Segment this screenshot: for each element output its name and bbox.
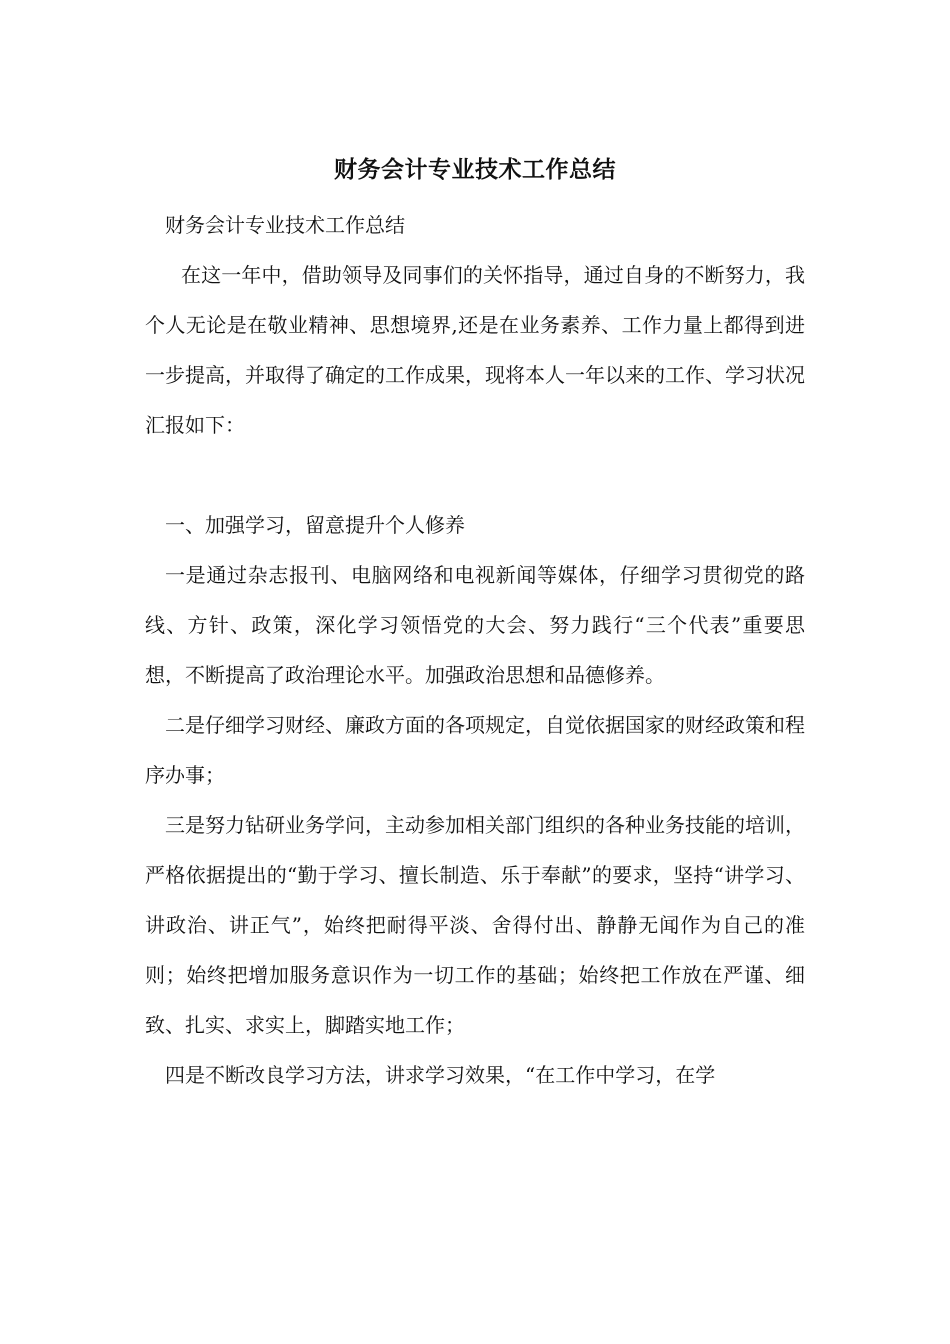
document-title: 财务会计专业技术工作总结	[334, 156, 616, 183]
intro-paragraph: 在这一年中，借助领导及同事们的关怀指导，通过自身的不断努力，我个人无论是在敬业精神、思想境界,还是在业务素养、工作力量上都得到进一步提高，并取得了确定的工作成果，现将本人一年以来的工作、学习状况汇报如下：	[145, 263, 805, 437]
paragraph-spacer	[145, 450, 805, 500]
item-paragraph-3: 三是努力钻研业务学问，主动参加相关部门组织的各种业务技能的培训，严格依据提出的“勤于学习、擅长制造、乐于奉献”的要求，坚持“讲学习、讲政治、讲正气”，始终把耐得平淡、舍得付出、静静无闻作为自己的准则；始终把增加服务意识作为一切工作的基础；始终把工作放在严谨、细致、扎实、求实上，脚踏实地工作；	[145, 813, 805, 1037]
section-heading: 一、加强学习，留意提升个人修养	[165, 513, 465, 537]
item-paragraph-4: 四是不断改良学习方法，讲求学习效果，“在工作中学习，在学	[165, 1063, 716, 1087]
item-paragraph-2: 二是仔细学习财经、廉政方面的各项规定，自觉依据国家的财经政策和程序办事；	[145, 713, 805, 787]
document-subtitle: 财务会计专业技术工作总结	[165, 213, 405, 237]
document-body	[145, 150, 805, 1100]
item-paragraph-1: 一是通过杂志报刊、电脑网络和电视新闻等媒体，仔细学习贯彻党的路线、方针、政策，深化学习领悟党的大会、努力践行“三个代表”重要思想，不断提高了政治理论水平。加强政治思想和品德修养。	[145, 563, 805, 687]
